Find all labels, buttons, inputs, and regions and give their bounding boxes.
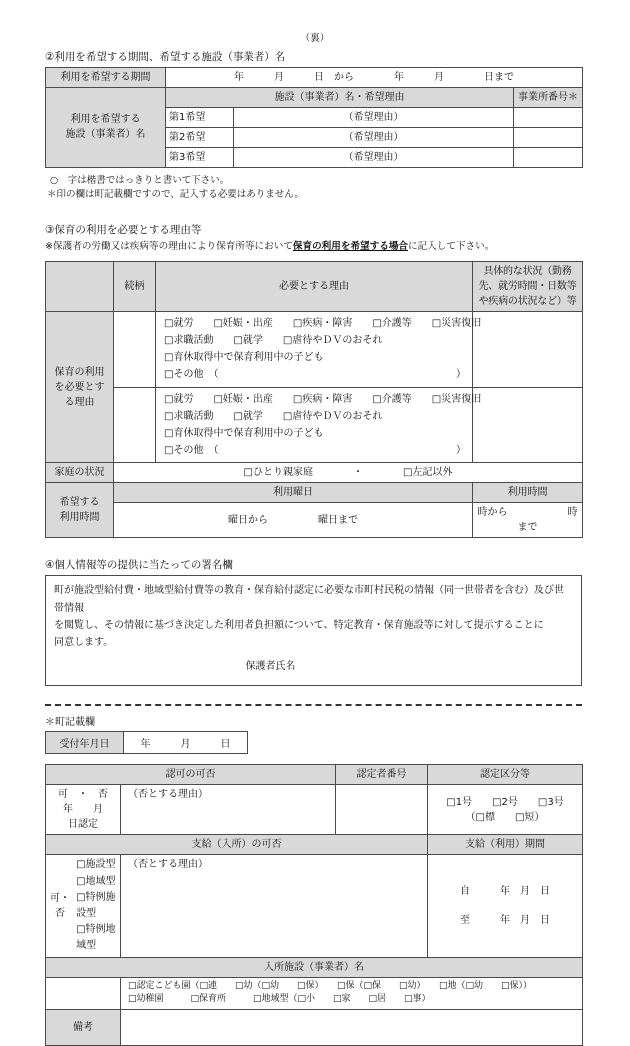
choice-office-number[interactable] (514, 127, 583, 147)
col-certification-class: 認定区分等 (428, 765, 583, 785)
choice-reason-hint[interactable]: （希望理由） (234, 107, 514, 127)
table-row (46, 1009, 583, 1045)
reason-row-label-line3: る理由 (64, 396, 95, 408)
reason-header-blank (46, 261, 114, 311)
col-certifier-number: 認定者番号 (336, 765, 428, 785)
table-row (46, 732, 248, 754)
table-row (46, 67, 583, 87)
note-town-column: ＊印の欄は町記載欄ですので、記入する必要はありません。 (47, 189, 304, 201)
class-numbers[interactable]: □1号 □2号 □3号 (446, 796, 564, 808)
choice-rank: 第2希望 (166, 127, 234, 147)
receipt-date-table (45, 731, 248, 754)
section3-title: ③保育の利用を必要とする理由等 (45, 224, 202, 237)
col-payment-period: 支給（利用）期間 (428, 835, 583, 855)
payment-period-values[interactable] (428, 855, 583, 957)
section4-title: ④個人情報等の提供に当たっての署名欄 (45, 559, 233, 572)
note-handwriting: ○ 字は楷書ではっきりと書いて下さい。 (50, 174, 230, 186)
table-row (46, 87, 583, 107)
approval-date[interactable]: 年 月 日認定 (63, 804, 123, 831)
payment-type-options[interactable] (74, 855, 120, 956)
col-admitted-facility: 入所施設（事業者）名 (46, 957, 583, 977)
reason-line-other[interactable] (164, 442, 466, 459)
consent-line: 町が施設型給付費・地域型給付費等の教育・保育給付認定に必要な市町村民税の情報（同一世帯者を含む）及び世帯情報 (54, 585, 564, 614)
cut-line-divider (45, 704, 582, 706)
remarks-input[interactable] (121, 1009, 583, 1045)
col-detail: 具体的な状況（勤務先、就労時間・日数等や疾病の状況など）等 (473, 261, 583, 311)
consent-line: を閲覧し、その情報に基づき決定した利用者負担額について、特定教育・保育施設等に対して提示することに (54, 619, 544, 631)
choice-rank: 第1希望 (166, 107, 234, 127)
approval-value[interactable] (46, 785, 121, 835)
approval-yesno[interactable]: 可 ・ 否 (58, 789, 108, 801)
desired-time-label (46, 483, 114, 538)
reason-other-close: ） (456, 369, 466, 381)
detail-input-1[interactable] (473, 311, 583, 387)
table-row (46, 855, 583, 957)
col-payment-approval: 支給（入所）の可否 (46, 835, 428, 855)
choice-reason-hint[interactable]: （希望理由） (234, 127, 514, 147)
table-row (46, 483, 583, 503)
reason-row-label-line1: 保育の利用 (54, 366, 105, 378)
reason-line[interactable]: □就労 □妊娠・出産 □疾病・障害 □介護等 □災害復旧 (164, 393, 482, 405)
receipt-date-label: 受付年月日 (46, 732, 124, 754)
reason-line[interactable]: □就労 □妊娠・出産 □疾病・障害 □介護等 □災害復旧 (164, 317, 482, 329)
reason-other-close: ） (456, 445, 466, 457)
relation-input-2[interactable] (114, 387, 156, 463)
town-decision-table (45, 764, 583, 1045)
period-to[interactable]: 至 年 月 日 (460, 915, 550, 927)
reason-row-label-line2: を必要とす (54, 381, 105, 393)
period-from[interactable]: 自 年 月 日 (460, 886, 550, 898)
period-label: 利用を希望する期間 (46, 67, 166, 87)
facility-label-line2: 施設（事業者）名 (65, 129, 146, 141)
col-approval: 認可の可否 (46, 765, 336, 785)
table-row (46, 835, 583, 855)
consent-box (45, 575, 582, 686)
facility-option-line[interactable]: □認定こども園（□連 □幼（□幼 □保） □保（□保 □幼） □地（□幼 □保）） (128, 980, 533, 991)
section3-subnote (45, 240, 630, 254)
col-office-number: 事業所番号＊ (514, 87, 583, 107)
section3-table (45, 261, 583, 539)
table-row (46, 503, 583, 538)
payment-type-option[interactable]: □特例施設型 (76, 891, 116, 919)
detail-input-2[interactable] (473, 387, 583, 463)
consent-line: 同意します。 (54, 637, 114, 649)
col-facility-reason: 施設（事業者）名・希望理由 (166, 87, 514, 107)
reason-row-label (46, 311, 114, 463)
certifier-number-input[interactable] (336, 785, 428, 835)
table-row (46, 765, 583, 785)
reason-line-other[interactable] (164, 366, 466, 383)
reason-line[interactable]: □育休取得中で保育利用中の子ども (164, 352, 324, 364)
town-section-label: ＊町記載欄 (45, 717, 95, 729)
col-reason: 必要とする理由 (156, 261, 473, 311)
reason-checkbox-group-2[interactable] (156, 387, 482, 463)
reason-other-label[interactable]: □その他 （ (164, 445, 219, 457)
choice-rank: 第3希望 (166, 147, 234, 167)
reason-line[interactable]: □育休取得中で保育利用中の子ども (164, 427, 324, 439)
section2-title: ②利用を希望する期間、希望する施設（事業者）名 (45, 50, 286, 63)
facility-label (46, 87, 166, 167)
family-status-label: 家庭の状況 (46, 463, 114, 483)
table-row (46, 785, 583, 835)
choice-office-number[interactable] (514, 147, 583, 167)
form-page (0, 33, 630, 1033)
payment-type-cell[interactable] (46, 855, 121, 957)
table-row (46, 977, 583, 1009)
facility-option-line[interactable]: □幼稚園 □保育所 □地域型（□小 □家 □居 □事） (128, 994, 431, 1005)
subnote-post: に記入して下さい。 (408, 241, 495, 253)
payment-type-option[interactable]: □施設型 (76, 859, 116, 871)
family-status-options[interactable]: □ひとり親家庭 ・ □左記以外 (114, 463, 583, 483)
subnote-pre: ※保護者の労働又は疾病等の理由により保育所等において (45, 241, 293, 253)
section2-table (45, 67, 583, 168)
table-row (46, 957, 583, 977)
certification-class-options[interactable] (428, 785, 583, 835)
table-row (46, 261, 583, 311)
table-row (46, 463, 583, 483)
page-marker: （裏） (300, 33, 330, 44)
facility-label-line1: 利用を希望する (70, 114, 141, 126)
period-value[interactable]: 年 月 日 から 年 月 日まで (166, 67, 583, 87)
reason-other-label[interactable]: □その他 （ (164, 369, 219, 381)
remarks-label: 備考 (46, 1009, 121, 1045)
reason-line[interactable]: □求職活動 □就学 □虐待やＤＶのおそれ (164, 334, 383, 346)
reason-line[interactable]: □求職活動 □就学 □虐待やＤＶのおそれ (164, 410, 383, 422)
col-relation: 続柄 (114, 261, 156, 311)
table-row (46, 387, 583, 463)
admitted-facility-blank[interactable] (46, 977, 121, 1009)
relation-input-1[interactable] (114, 311, 156, 387)
weekday-value[interactable]: 曜日から 曜日まで (114, 503, 473, 538)
reason-checkbox-group-1[interactable] (156, 311, 482, 387)
admitted-facility-options[interactable] (121, 977, 583, 1009)
signature-label[interactable]: 保護者氏名 (245, 661, 296, 673)
col-weekday: 利用曜日 (114, 483, 473, 503)
payment-type-option[interactable]: □特例地域型 (76, 924, 116, 952)
payment-type-option[interactable]: □地域型 (76, 875, 116, 887)
subnote-emphasis: 保育の利用を希望する場合 (292, 241, 409, 253)
col-time: 利用時間 (473, 483, 583, 503)
table-row (46, 311, 583, 387)
class-duration[interactable]: （□標 □短） (465, 811, 545, 823)
denial-reason-input[interactable]: （否とする理由） (121, 785, 336, 835)
payment-yesno[interactable]: 可・否 (50, 892, 71, 919)
receipt-date-value[interactable]: 年 月 日 (124, 732, 248, 754)
time-value[interactable]: 時から 時まで (473, 503, 583, 538)
desired-time-label-line2: 利用時間 (59, 512, 100, 524)
payment-denial-reason-input[interactable]: （否とする理由） (121, 855, 428, 957)
choice-reason-hint[interactable]: （希望理由） (234, 147, 514, 167)
choice-office-number[interactable] (514, 107, 583, 127)
desired-time-label-line1: 希望する (59, 497, 100, 509)
